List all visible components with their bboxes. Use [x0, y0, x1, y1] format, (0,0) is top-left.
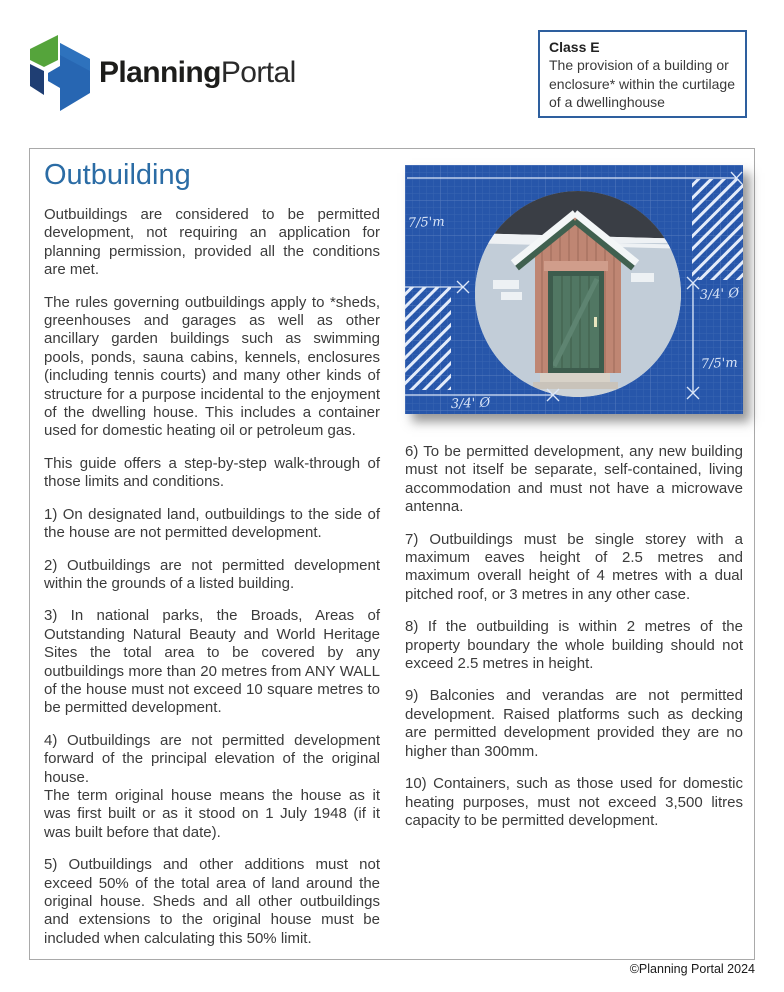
logo-word-planning: Planning [99, 56, 221, 89]
planning-portal-logo [30, 33, 296, 113]
condition-10: 10) Containers, such as those used for domestic heating purposes, must not exceed 3,500 litres capacity to be permitted development. [405, 775, 743, 829]
annotation-right-height: 7/5'm [700, 355, 738, 372]
annotation-left-height: 7/5'm [407, 214, 445, 231]
left-column [44, 158, 380, 962]
right-column [405, 165, 743, 844]
copyright-notice: ©Planning Portal 2024 [629, 962, 755, 976]
class-e-callout-box [538, 30, 747, 118]
annotation-right-diameter: 3/4' Ø [699, 285, 740, 303]
class-e-description: The provision of a building or enclosure* within the curtilage of a dwellinghouse [549, 57, 735, 111]
condition-8: 8) If the outbuilding is within 2 metres of the property boundary the whole building should not exceed 2.5 metres in height. [405, 618, 743, 673]
condition-7: 7) Outbuildings must be single storey with a maximum eaves height of 2.5 metres and maximum overall height of 4 metres with a dual pitched roof, or 3 metres in any other case. [405, 530, 743, 603]
class-e-title: Class E [549, 39, 600, 55]
rules-paragraph: The rules governing outbuildings apply to *sheds, greenhouses and garages as well as other ancillary garden buildings such as swimming pools, ponds, sauna cabins, kennels, enclosures (including tennis courts) and many other kinds of structure for a purpose incidental to the enjoyment of the dwelling house. This includes a container used for domestic heating oil or petroleum gas. [44, 293, 380, 440]
condition-9: 9) Balconies and verandas are not permitted development. Raised platforms such as decking are permitted development provided they are no higher than 300mm. [405, 687, 743, 760]
condition-4-note: The term original house means the house as it was first built or as it stood on 1 July 1948 (if it was built before that date). [44, 786, 380, 841]
logo-wordmark [99, 33, 296, 113]
blueprint-svg [405, 165, 743, 414]
guide-paragraph: This guide offers a step-by-step walk-through of those limits and conditions. [44, 454, 380, 491]
hatch-area-bottom-left [405, 287, 451, 390]
logo-word-portal: Portal [220, 56, 296, 89]
condition-1: 1) On designated land, outbuildings to the side of the house are not permitted development. [44, 505, 380, 542]
condition-2: 2) Outbuildings are not permitted development within the grounds of a listed building. [44, 556, 380, 592]
hatch-area-top-right [692, 179, 743, 280]
page-title: Outbuilding [44, 159, 191, 191]
condition-6: 6) To be permitted development, any new building must not itself be separate, self-contained, living accommodation and must not have a microwave antenna. [405, 443, 743, 516]
planning-portal-logo-icon [30, 33, 90, 113]
condition-5: 5) Outbuildings and other additions must not exceed 50% of the total area of land around the original house. Sheds and all other outbuildings and extensions to the original house must be included when calculating this 50% limit. [44, 856, 380, 947]
condition-4: 4) Outbuildings are not permitted development forward of the principal elevation of the original house. [44, 731, 380, 786]
outbuilding-blueprint-illustration [405, 165, 743, 414]
annotation-bottom-width: 3/4' Ø [450, 395, 491, 412]
condition-3: 3) In national parks, the Broads, Areas of Outstanding Natural Beauty and World Heritage Sites the total area to be covered by any outbuildings more than 20 metres from ANY WALL of the house must not exceed 10 square metres to be permitted development. [44, 607, 380, 717]
intro-paragraph: Outbuildings are considered to be permitted development, not requiring an application for planning permission, provided all the conditions are met. [44, 206, 380, 279]
